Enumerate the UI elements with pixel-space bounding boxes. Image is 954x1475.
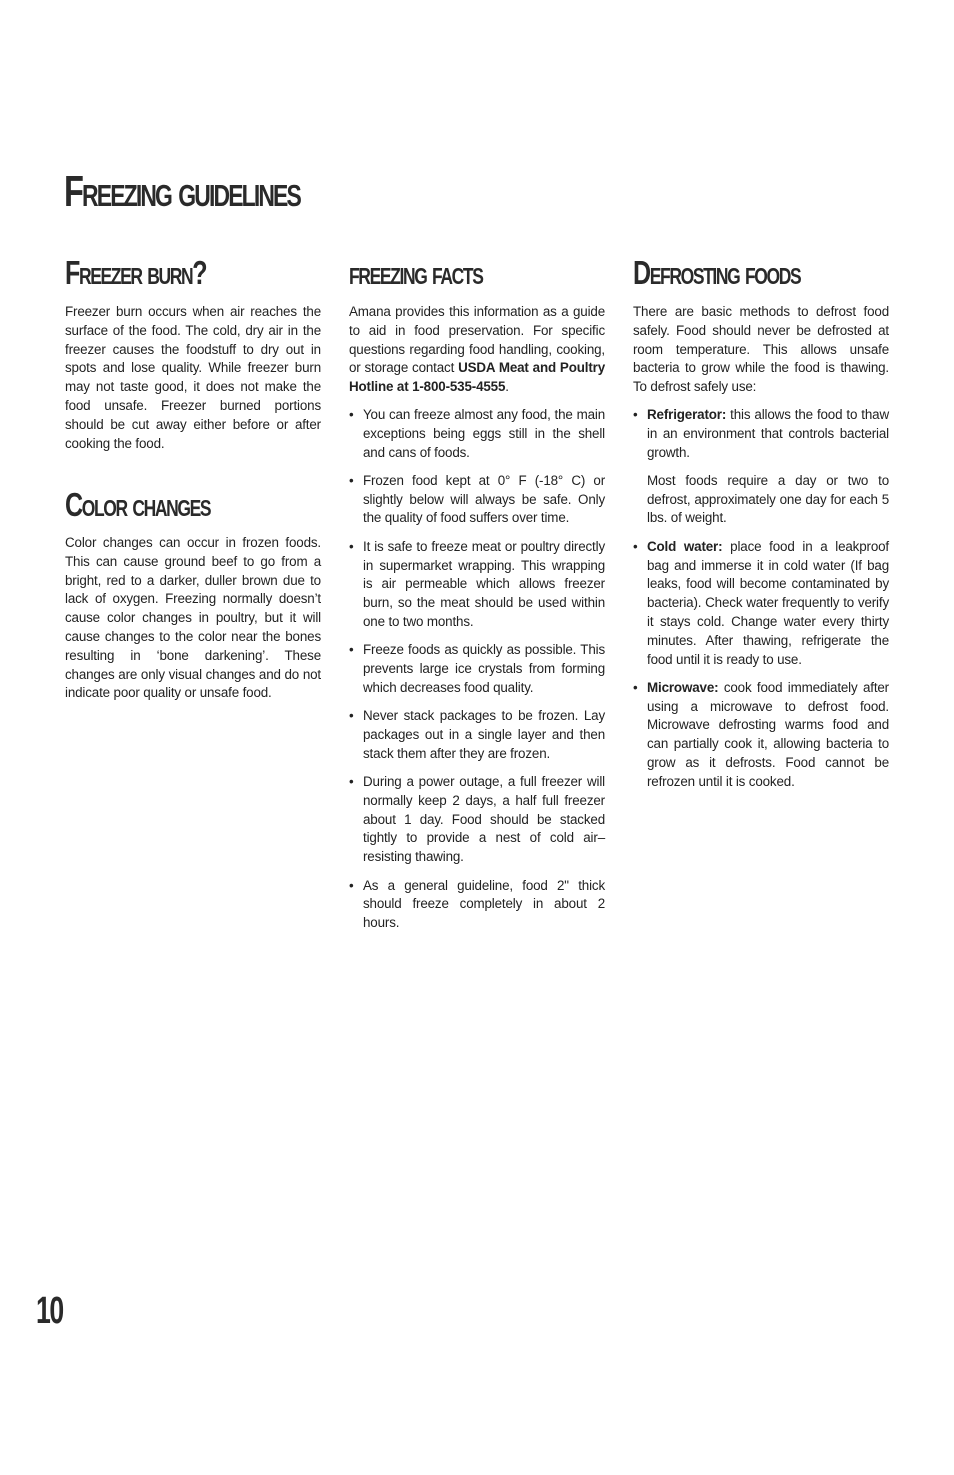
list-item (633, 538, 889, 670)
method-label: Refrigerator: (647, 407, 727, 422)
method-text: this allows the food to thaw in an environment that controls bacterial growth. (647, 407, 889, 460)
list-item (633, 679, 889, 792)
list-item (633, 406, 889, 528)
list-item-text: You can freeze almost any food, the main exceptions being eggs still in the shell and cans of foods. (363, 407, 605, 460)
method-note: Most foods require a day or two to defrost, approximately one day for each 5 lbs. of weight. (647, 472, 889, 526)
method-text: cook food immediately after using a microwave to defrost food. Microwave defrosting warms food and can partially cook it, allowing bacteria to grow as it defrosts. Food cannot be refrozen until it is cooked. (647, 679, 889, 789)
freezing-facts-heading: freezing facts (349, 254, 483, 291)
list-item (349, 773, 605, 867)
list-item (349, 472, 605, 528)
bullet-icon: • (349, 407, 354, 422)
freezing-facts-list (349, 406, 605, 942)
list-item-text: Freeze foods as quickly as possible. This prevents large ice crystals from forming which decreases food quality. (363, 642, 605, 695)
bullet-icon: • (349, 708, 354, 724)
bullet-icon: • (633, 407, 638, 422)
method-label: Microwave: (647, 679, 719, 695)
color-changes-heading: Color changes (65, 486, 211, 523)
list-item (349, 707, 605, 763)
bullet-icon: • (349, 538, 354, 554)
bullet-icon: • (349, 472, 354, 488)
method-label: Cold water: (647, 538, 723, 554)
list-item (349, 406, 605, 462)
defrosting-list (633, 406, 889, 801)
bullet-icon: • (633, 679, 638, 695)
list-item (349, 538, 605, 632)
list-item-text: As a general guideline, food 2" thick should freeze completely in about 2 hours. (363, 877, 605, 931)
color-changes-text: Color changes can occur in frozen foods. This can cause ground beef to go from a bright, red to a darker, duller brown due to lack of oxygen. Freezing normally doesn’t cause color changes in poultry, but it will cause changes to the color near the bones resulting in ‘bone darkening’. These changes are only visual changes and do not indicate poor quality or unsafe food. (65, 535, 321, 701)
list-item (349, 641, 605, 697)
list-item-text: Never stack packages to be frozen. Lay packages out in a single layer and then stack them after they are frozen. (363, 708, 605, 761)
usda-hotline: USDA Meat and Poultry Hotline at 1-800-535-4555 (349, 360, 605, 395)
list-item-text: During a power outage, a full freezer will normally keep 2 days, a half full freezer about 1 day. Food should be stacked tightly to provide a nest of cold air–resisting thawing. (363, 774, 605, 865)
defrosting-intro: There are basic methods to defrost food safely. Food should never be defrosted at room temperature. This allows unsafe bacteria to grow while the food is thawing. To defrost safely use: (633, 304, 889, 395)
list-item (349, 877, 605, 933)
method-text: place food in a leakproof bag and immerse it in cold water (If bag leaks, food will become contaminated by bacteria). Check water frequently to verify it stays cold. Change water every thirty minutes. After thawing, refrigerate the food until it is ready to use. (647, 538, 890, 667)
defrosting-heading: Defrosting foods (633, 254, 801, 291)
freezing-facts-intro (349, 303, 605, 397)
freezer-burn-heading: Freezer burn? (65, 254, 207, 291)
freezing-facts-intro-end: . (505, 379, 509, 395)
list-item-text: Frozen food kept at 0° F (-18° C) or slightly below will always be safe. Only the quality of food suffers over time. (363, 472, 605, 526)
list-item-text: It is safe to freeze meat or poultry directly in supermarket wrapping. This wrapping is air permeable which allows freezer burn, so the meat should be used within one to two months. (363, 538, 605, 629)
bullet-icon: • (633, 538, 638, 554)
page-title: Freezing guidelines (64, 167, 300, 216)
bullet-icon: • (349, 774, 354, 790)
freezer-burn-text: Freezer burn occurs when air reaches the surface of the food. The cold, dry air in the freezer causes the foodstuff to dry out in spots and lose quality. While freezer burn may not taste good, it does not make the food unsafe. Freezer burned portions should be cut away either before or after cooking the food. (65, 304, 321, 451)
bullet-icon: • (349, 877, 354, 893)
page-number: 10 (36, 1290, 63, 1332)
freezing-facts-intro-text: Amana provides this information as a guide to aid in food preservation. For specific questions regarding food handling, cooking, or storage contact (349, 304, 605, 376)
bullet-icon: • (349, 642, 354, 658)
